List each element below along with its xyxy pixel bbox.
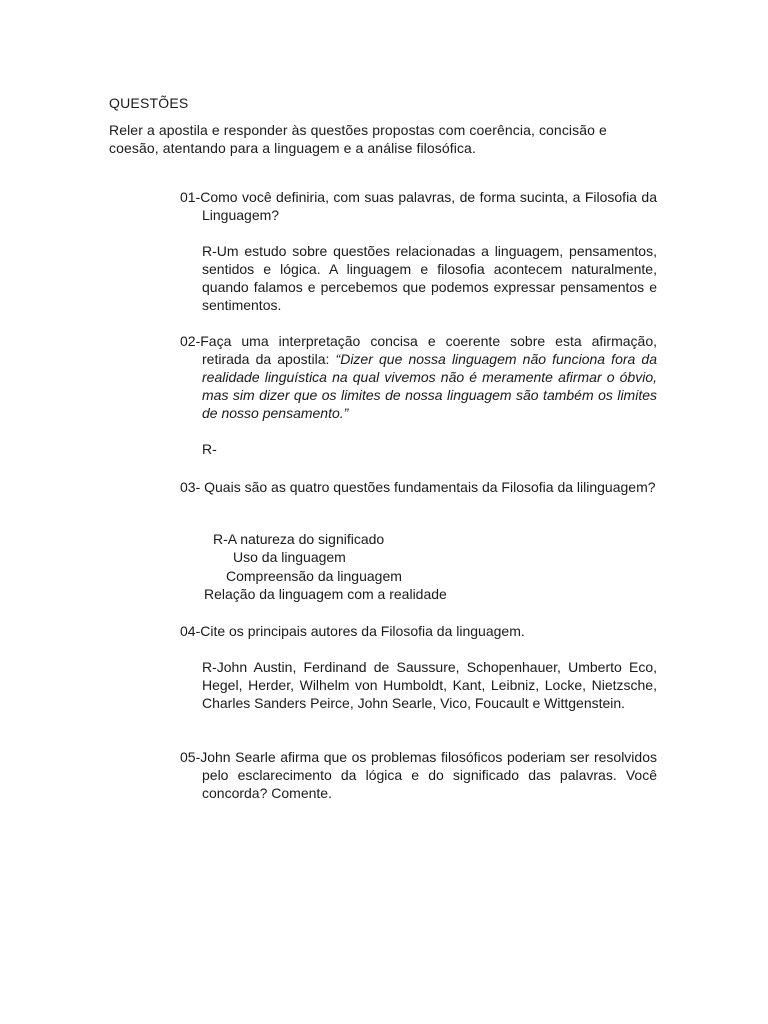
question-text: Como você definiria, com suas palavras, de forma sucinta, a Filosofia da Linguagem? — [200, 189, 657, 223]
document-title: QUESTÕES — [109, 95, 189, 111]
quoted-statement: “Dizer que nossa linguagem não funciona fora da realidade linguística na qual vivemos não é meramente afirmar o óbvio, mas sim dizer que os limites de nossa linguagem são também os limites de nosso pensamento.” — [202, 351, 657, 421]
question-text: Faça uma interpretação concisa e coerente sobre esta afirmação, retirada da apostila: — [200, 333, 657, 367]
question-text: Quais são as quatro questões fundamentais da Filosofia da lilinguagem? — [200, 479, 656, 495]
instructions-paragraph: Reler a apostila e responder às questões propostas com coerência, concisão e coesão, atentando para a linguagem e a análise filosófica. — [109, 122, 607, 156]
answer-01: R-Um estudo sobre questões relacionadas a linguagem, pensamentos, sentidos e lógica. A linguagem e filosofia acontecem naturalmente, quando falamos e percebemos que podemos expressar pensamentos e sentimentos. — [202, 243, 657, 313]
question-01 — [180, 188, 657, 224]
question-text: Cite os principais autores da Filosofia da linguagem. — [200, 623, 525, 639]
question-number: 03- — [180, 479, 201, 495]
answer-02: R- — [202, 441, 217, 457]
question-03 — [180, 478, 657, 496]
answer-03-line-3: Compreensão da linguagem — [226, 568, 402, 584]
question-number: 01- — [180, 189, 201, 205]
question-02 — [180, 332, 657, 422]
question-number: 02- — [180, 333, 201, 349]
answer-03-line-4: Relação da linguagem com a realidade — [204, 586, 447, 602]
question-05 — [180, 748, 657, 802]
answer-04: R-John Austin, Ferdinand de Saussure, Schopenhauer, Umberto Eco, Hegel, Herder, Wilhelm von Humboldt, Kant, Leibniz, Locke, Nietzsche, Charles Sanders Peirce, John Searle, Vico, Foucault e Wittgenstein. — [202, 659, 657, 711]
answer-03-line-1: R-A natureza do significado — [213, 531, 385, 547]
question-number: 04- — [180, 623, 201, 639]
question-text: John Searle afirma que os problemas filosóficos poderiam ser resolvidos pelo esclarecimento da lógica e do significado das palavras. Você concorda? Comente. — [200, 749, 657, 801]
answer-03-line-2: Uso da linguagem — [233, 549, 346, 565]
question-number: 05- — [180, 749, 201, 765]
question-04 — [180, 622, 657, 640]
